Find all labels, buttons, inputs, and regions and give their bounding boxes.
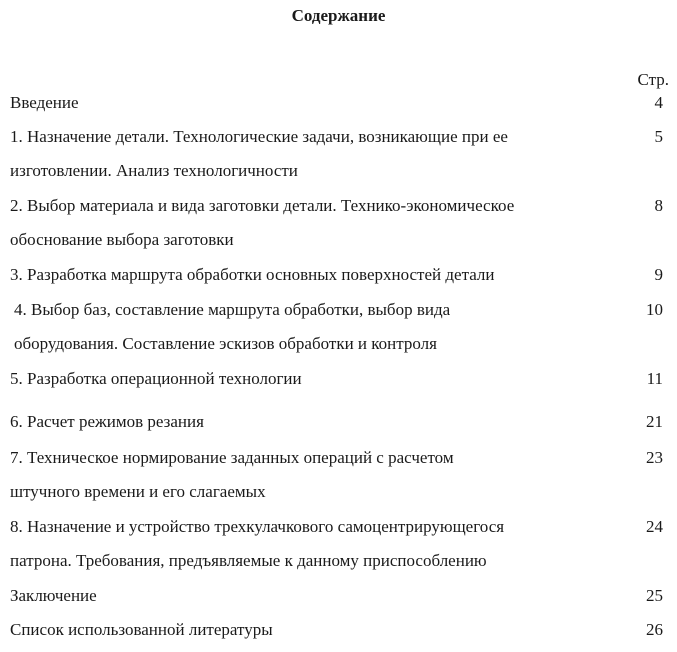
toc-page-number: 23 bbox=[646, 448, 663, 467]
toc-entry-conclusion bbox=[10, 579, 610, 613]
toc-page-number: 26 bbox=[646, 620, 663, 639]
toc-entry-line: обоснование выбора заготовки bbox=[10, 230, 234, 249]
toc-entry-line: Введение bbox=[10, 93, 79, 112]
toc-page-number: 11 bbox=[646, 369, 663, 388]
toc-entry-3 bbox=[10, 258, 610, 292]
toc-entry-line: Заключение bbox=[10, 586, 97, 605]
toc-entry-1 bbox=[10, 120, 610, 188]
toc-entry-line: Список использованной литературы bbox=[10, 620, 273, 639]
toc-entry-line: 5. Разработка операционной технологии bbox=[10, 369, 302, 388]
toc-entry-line: 1. Назначение детали. Технологические задачи, возникающие при ее bbox=[10, 127, 508, 146]
toc-entry-line: 7. Техническое нормирование заданных операций с расчетом bbox=[10, 448, 454, 467]
toc-entry-line: 3. Разработка маршрута обработки основных поверхностей детали bbox=[10, 265, 495, 284]
toc-entry-line: 8. Назначение и устройство трехкулачкового самоцентрирующегося bbox=[10, 517, 505, 536]
toc-entry-line: патрона. Требования, предъявляемые к данному приспособлению bbox=[10, 551, 487, 570]
toc-page-number: 24 bbox=[646, 517, 663, 536]
toc-entry-line: 2. Выбор материала и вида заготовки детали. Технико-экономическое bbox=[10, 196, 515, 215]
toc-entry-line: оборудования. Составление эскизов обработки и контроля bbox=[14, 334, 437, 353]
toc-entry-line: 4. Выбор баз, составление маршрута обработки, выбор вида bbox=[14, 300, 451, 319]
page-title: Содержание bbox=[291, 6, 386, 25]
toc-page-number: 8 bbox=[654, 196, 663, 215]
page-column-label: Стр. bbox=[637, 70, 669, 89]
toc-entry-8 bbox=[10, 510, 610, 578]
toc-page-number: 9 bbox=[654, 265, 663, 284]
toc-page-number: 5 bbox=[654, 127, 663, 146]
toc-entry-line: штучного времени и его слагаемых bbox=[10, 482, 266, 501]
toc-entry-2 bbox=[10, 189, 610, 257]
toc-entry-line: 6. Расчет режимов резания bbox=[10, 412, 204, 431]
toc-entry-references bbox=[10, 613, 610, 647]
toc-page-number: 25 bbox=[646, 586, 663, 605]
toc-entry-6 bbox=[10, 405, 610, 439]
toc-entry-4 bbox=[14, 293, 614, 361]
toc-entry-5 bbox=[10, 362, 610, 396]
toc-entry-line: изготовлении. Анализ технологичности bbox=[10, 161, 298, 180]
toc-page-number: 10 bbox=[646, 300, 663, 319]
toc-entry-introduction bbox=[10, 86, 610, 120]
toc-entry-7 bbox=[10, 441, 610, 509]
toc-page-number: 4 bbox=[654, 93, 663, 112]
toc-page-number: 21 bbox=[646, 412, 663, 431]
